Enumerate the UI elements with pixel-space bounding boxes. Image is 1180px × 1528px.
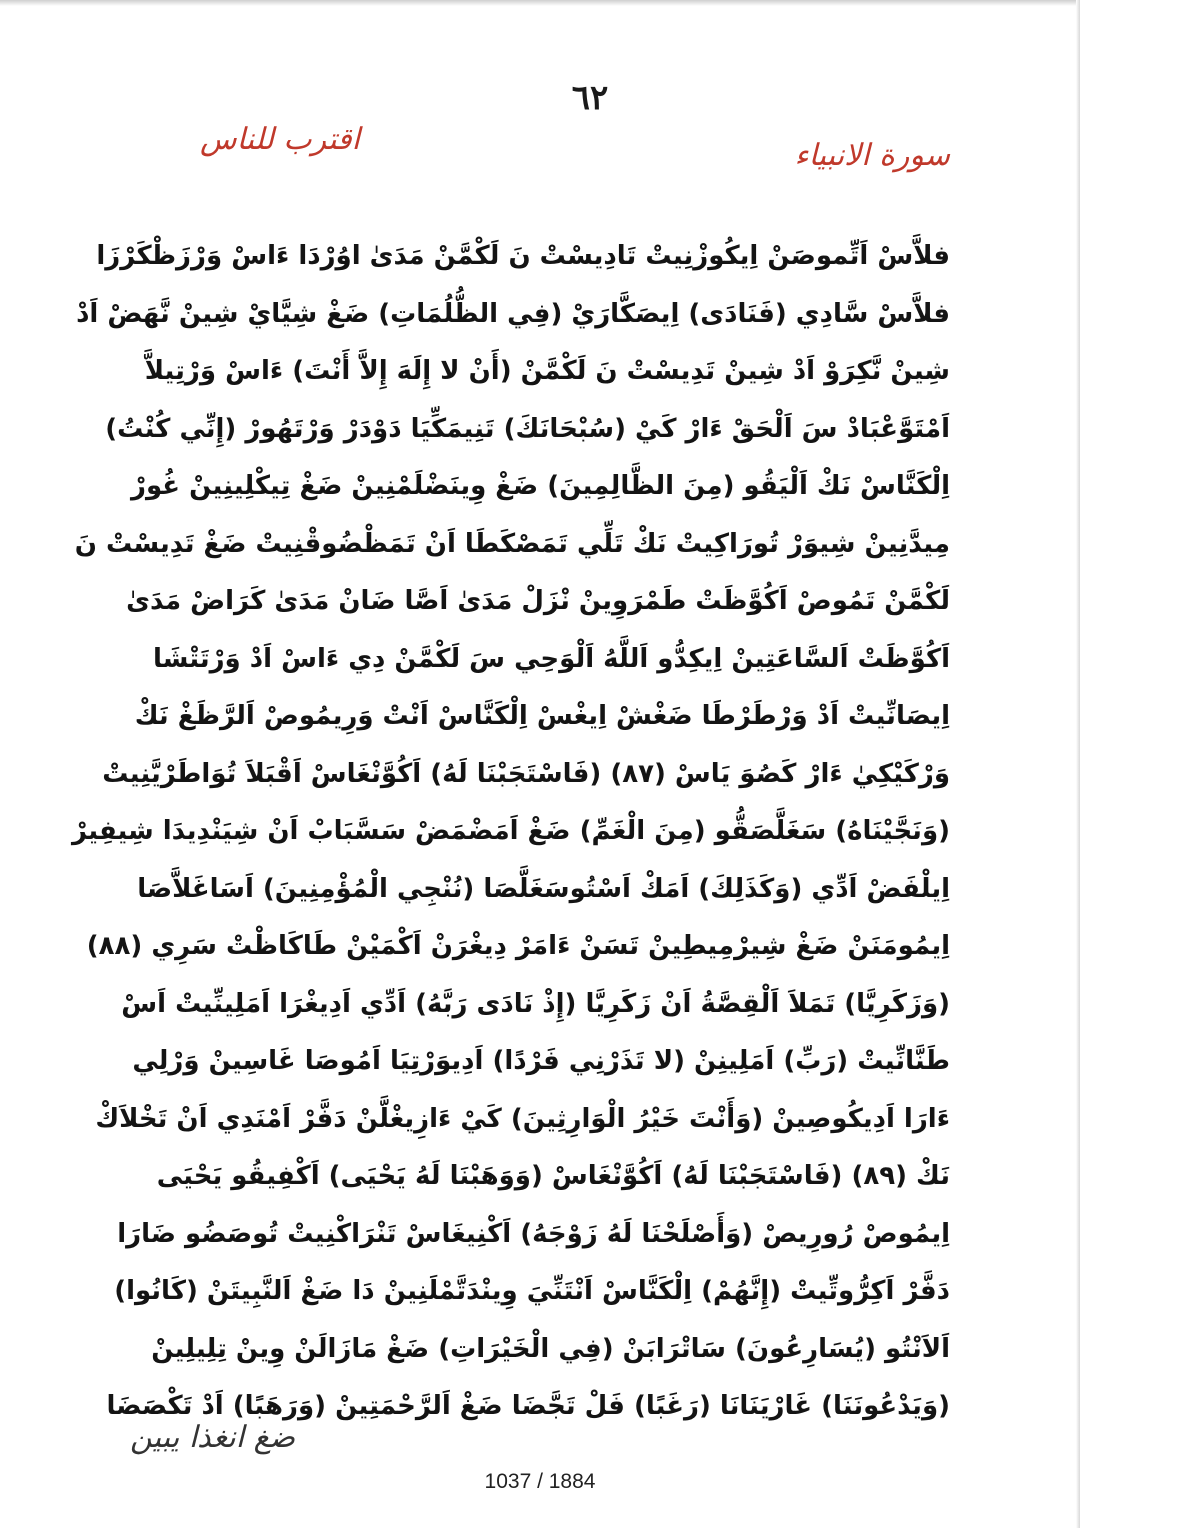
- scan-top-edge: [0, 0, 1080, 6]
- text-line: اِلْكَنَّاسْ نَكْ اَلْيَقُو (مِنَ الظَّالِمِينَ) ضَغْ وِينَضْلَمْنِينْ ضَغْ تِيكْلِينِينْ غُورْ: [131, 471, 950, 501]
- text-line: (وَنَجَّيْنَاهُ) سَغَلَّصَقُّو (مِنَ الْغَمِّ) ضَغْ اَمَضْمَضْ سَسَّبَابْ اَنْ شِيَنْدِيدَا شِيفِيرْ: [72, 816, 950, 846]
- text-line: ءَارَا اَدِيكُوصِينْ (وَأَنْتَ خَيْرُ الْوَارِثِينَ) كَيْ ءَازِيغْلَّنْ دَفَّرْ اَمْنَدِي اَنْ تَخْلاَكْ: [95, 1103, 950, 1134]
- text-line: شِينْ نَّكِرَوْ اَدْ شِينْ تَدِيسْتْ نَ لَكْمَّنْ (أَنْ لا إِلَهَ إِلاَّ أَنْتَ) ءَاسْ وَرْتِيلاَّ: [144, 356, 950, 386]
- page-indicator: 1037 / 1884: [484, 1470, 596, 1493]
- text-line: فلاَّسْ اَتِّموصَنْ اِيكُوزْنِيتْ تَادِيسْتْ نَ لَكْمَّنْ مَدَىٰ اوُرْدَا ءَاسْ وَرْزَظْكَرْزَا: [96, 241, 950, 271]
- text-line: دَفَّرْ اَكِرُّوتِّيتْ (إِنَّهُمْ) اِلْكَنَّاسْ اَنْتَنِّيَ وِينْدَتَّمْلَنِينْ دَا ضَغْ اَلنَّبِيتَنْ (كَانُوا): [114, 1276, 950, 1306]
- text-line: اَكُوَّظَتْ اَلسَّاعَتِينْ اِيكِدُّو اَللَّهُ اَلْوَحِي سَ لَكْمَّنْ دِي ءَاسْ اَدْ وَرْتَتْشَا: [152, 643, 950, 674]
- text-line: اِيصَانِّيتْ اَدْ وَرْطَرْطَا ضَغْشْ اِيغْسْ اِلْكَنَّاسْ اَنْتْ وَرِيمُوصْ اَلرَّظَغْ نَكْ: [134, 701, 950, 731]
- text-line: اِيمُوصْ رُورِيصْ (وَأَصْلَحْنَا لَهُ زَوْجَهُ) اَكْنِيغَاسْ تَنْرَاكْنِيتْ تُوصَضُو ضَارَا: [117, 1218, 950, 1249]
- text-line: طَنَّانِّيتْ (رَبِّ) اَمَلِينِنْ (لا تَذَرْنِي فَرْدًا) اَدِيوَرْتِيَا اَمُوصَا غَاسِينْ وَرْلِي: [132, 1046, 950, 1076]
- text-line: لَكْمَّنْ تَمُوصْ اَكُوَّظَتْ طَمْرَوِينْ نْزَلْ مَدَىٰ اَصَّا ضَانْ مَدَىٰ كَرَاضْ مَدَىٰ: [126, 586, 950, 616]
- text-line: (وَيَدْعُونَنَا) غَارْيَنَانَا (رَغَبًا) فَلْ تَجَّضَا ضَغْ اَلرَّحْمَتِينْ (وَرَهَبًا) اَدْ تَكْصَضَا: [106, 1391, 950, 1421]
- text-line: نَكْ (٨٩) (فَاسْتَجَبْنَا لَهُ) اَكُوَّنْغَاسْ (وَوَهَبْنَا لَهُ يَحْيَى) اَكْفِيقُو يَحْيَى: [156, 1161, 950, 1191]
- text-line: اَلاَنْتُو (يُسَارِعُونَ) سَاتْرَابَنْ (فِي الْخَيْرَاتِ) ضَغْ مَازَالَنْ وِينْ تِلِيلِينْ: [151, 1333, 950, 1364]
- page-number: ٦٢: [571, 78, 609, 118]
- text-line: (وَزَكَرِيَّا) تَمَلاَ اَلْقِصَّةُ اَنْ زَكَرِيَّا (إِذْ نَادَى رَبَّهُ) اَدِّي اَدِيغْرَا اَمَلِينِّيتْ اَسْ: [121, 988, 950, 1019]
- text-line: اِيمُومَنَنْ ضَغْ شِيرْمِيطِينْ تَسَنْ ءَامَرْ دِيغْرَنْ اَكْمَيْنْ طَاكَاظْتْ سَرِي (٨٨): [86, 931, 950, 961]
- surah-name-note: سورة الانبياء: [794, 138, 950, 173]
- text-line: فلاَّسْ سَّادِي (فَنَادَى) اِيصَكَّارَيْ (فِي الظُّلُمَاتِ) ضَغْ شِيَّايْ شِينْ نَّهَضْ اَدْ: [76, 298, 950, 329]
- juz-name-note: اقترب للناس: [200, 122, 360, 157]
- catchword-note: ضغ انغذا يبين: [130, 1420, 296, 1455]
- text-line: اِيلْفَضْ اَدِّي (وَكَذَلِكَ) اَمَكْ اَسْتُوسَغَلَّصَا (نُنْجِي الْمُؤْمِنِينَ) اَسَاغَلاَّصَا: [137, 873, 950, 904]
- text-line: وَرْكَيْكِيٰ ءَارْ كَصُوَ يَاسْ (٨٧) (فَاسْتَجَبْنَا لَهُ) اَكُوَّنْغَاسْ اَقْبَلاَ تُوَاطَرْيَّنِيتْ: [102, 758, 950, 789]
- body-text: [72, 228, 950, 1436]
- scan-right-edge: [1076, 0, 1080, 1528]
- text-line: اَمْتَوَّعْبَادْ سَ اَلْحَقْ ءَارْ كَيْ (سُبْحَانَكَ) تَنِيمَكِّيَا دَوْدَرْ وَرْتَهُورْ (إِنِّي كُنْتُ): [105, 413, 950, 444]
- text-line: مِيدَّنِينْ شِيوَرْ تُورَاكِيتْ نَكْ تَلِّي تَمَصْكَطَا اَنْ تَمَظْضُوقْنِيتْ ضَغْ تَدِيسْتْ نَ: [74, 528, 950, 559]
